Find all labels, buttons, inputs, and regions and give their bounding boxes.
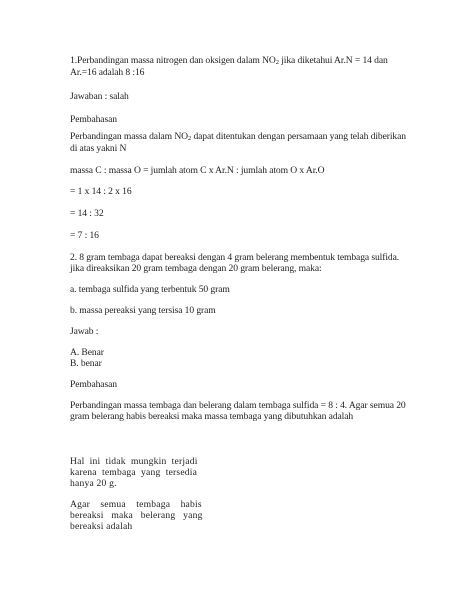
q2-question-line-1: 2. 8 gram tembaga dapat bereaksi dengan 4 gram belerang membentuk tembaga sulfida. — [70, 252, 400, 263]
q1-formula: massa C : massa O = jumlah atom C x Ar.N : jumlah atom O x Ar.O — [70, 165, 325, 176]
q2-option-b: b. massa pereaksi yang tersisa 10 gram — [70, 305, 216, 316]
q2-discussion-line-1: Perbandingan massa tembaga dan belerang dalam tembaga sulfida = 8 : 4. Agar semua 20 — [70, 400, 406, 411]
q2-note-2-line-2: bereaksi maka belerang yang — [70, 510, 203, 521]
q2-answer-b: B. benar — [70, 358, 102, 369]
q1-step-2: = 14 : 32 — [70, 208, 104, 219]
q1-step-3: = 7 : 16 — [70, 230, 99, 241]
q1-discussion-heading: Pembahasan — [70, 114, 117, 125]
q2-note-1-line-3: hanya 20 g. — [70, 478, 117, 489]
q1-step-1: = 1 x 14 : 2 x 16 — [70, 186, 132, 197]
q1-discussion-line-1: Perbandingan massa dalam $NO_2$ dapat ditentukan dengan persamaan yang telah diberikan — [70, 131, 406, 142]
q1-answer: Jawaban : salah — [70, 91, 129, 102]
q1-discussion-line-2: di atas yakni N — [70, 143, 127, 154]
q2-discussion-heading: Pembahasan — [70, 379, 117, 390]
q1-question-line-2: Ar.=16 adalah 8 :16 — [70, 67, 145, 78]
q2-note-2-line-3: bereaksi adalah — [70, 521, 133, 532]
q2-answer-a: A. Benar — [70, 347, 104, 358]
q2-answer-label: Jawab : — [70, 326, 99, 337]
q2-discussion-line-2: gram belerang habis bereaksi maka massa tembaga yang dibutuhkan adalah — [70, 411, 354, 422]
q2-option-a: a. tembaga sulfida yang terbentuk 50 gram — [70, 284, 230, 295]
q1-question-line-1: 1.Perbandingan massa nitrogen dan oksigen dalam $NO_2$ jika diketahui Ar.N = 14 dan — [70, 55, 388, 66]
q2-note-1-line-2: karena tembaga yang tersedia — [70, 467, 198, 478]
q2-note-1-line-1: Hal ini tidak mungkin terjadi — [70, 456, 198, 467]
q2-note-2-line-1: Agar semua tembaga habis — [70, 499, 202, 510]
q2-question-line-2: jika direaksikan 20 gram tembaga dengan 20 gram belerang, maka: — [70, 263, 322, 274]
